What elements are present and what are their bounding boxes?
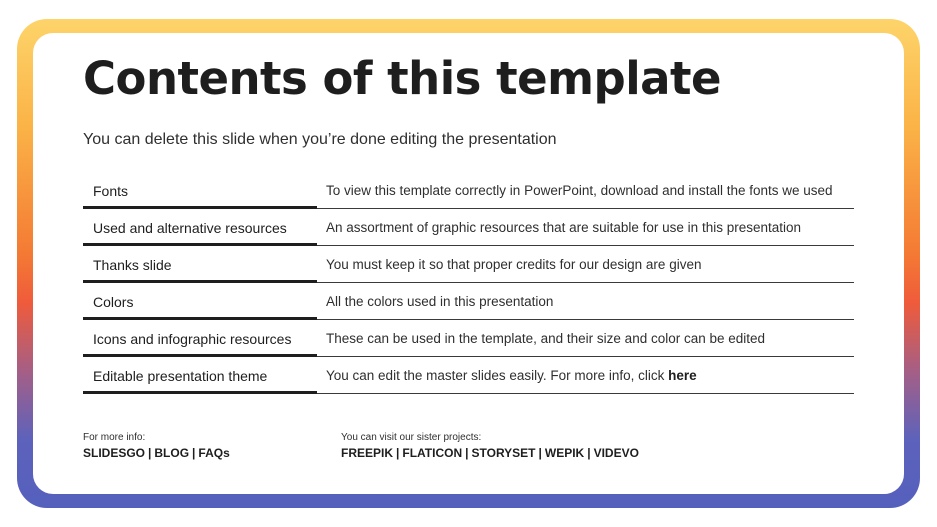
contents-table xyxy=(83,172,854,394)
slidesgo-link[interactable]: SLIDESGO xyxy=(83,446,146,460)
link-separator: | xyxy=(587,446,591,460)
row-divider-thin xyxy=(317,393,854,394)
table-row xyxy=(83,172,854,209)
row-description: All the colors used in this presentation xyxy=(326,294,554,309)
more-info-label: For more info: xyxy=(83,432,146,443)
wepik-link[interactable]: WEPIK xyxy=(544,446,585,460)
link-separator: | xyxy=(538,446,542,460)
table-row xyxy=(83,283,854,320)
link-separator: | xyxy=(148,446,152,460)
row-name: Used and alternative resources xyxy=(93,219,287,236)
row-description: You must keep it so that proper credits for our design are given xyxy=(326,257,702,272)
table-row xyxy=(83,209,854,246)
link-separator: | xyxy=(396,446,400,460)
row-name: Thanks slide xyxy=(93,256,172,273)
table-row xyxy=(83,320,854,357)
row-name: Icons and infographic resources xyxy=(93,330,292,347)
row-description xyxy=(326,368,854,383)
row-description: These can be used in the template, and their size and color can be edited xyxy=(326,331,766,346)
link-separator: | xyxy=(465,446,469,460)
row-divider-thick xyxy=(83,391,317,394)
freepik-link[interactable]: FREEPIK xyxy=(341,446,394,460)
row-description-text: You can edit the master slides easily. For more info, click xyxy=(326,368,669,383)
more-info-links xyxy=(83,446,230,460)
slide-subtitle: You can delete this slide when you’re done editing the presentation xyxy=(83,131,557,148)
slide-title: Contents of this template xyxy=(83,52,722,105)
flaticon-link[interactable]: FLATICON xyxy=(402,446,463,460)
row-name: Fonts xyxy=(93,182,129,199)
sister-projects-label: You can visit our sister projects: xyxy=(341,432,482,443)
videvo-link[interactable]: VIDEVO xyxy=(593,446,639,460)
row-description: An assortment of graphic resources that are suitable for use in this presentation xyxy=(326,220,802,235)
faqs-link[interactable]: FAQs xyxy=(198,446,230,460)
link-separator: | xyxy=(192,446,196,460)
blog-link[interactable]: BLOG xyxy=(154,446,190,460)
sister-projects-links xyxy=(341,446,639,460)
here-link[interactable]: here xyxy=(668,368,697,383)
row-name: Colors xyxy=(93,293,134,310)
row-description: To view this template correctly in PowerPoint, download and install the fonts we used xyxy=(326,183,833,198)
storyset-link[interactable]: STORYSET xyxy=(471,446,536,460)
table-row xyxy=(83,357,854,394)
row-name: Editable presentation theme xyxy=(93,367,268,384)
table-row xyxy=(83,246,854,283)
